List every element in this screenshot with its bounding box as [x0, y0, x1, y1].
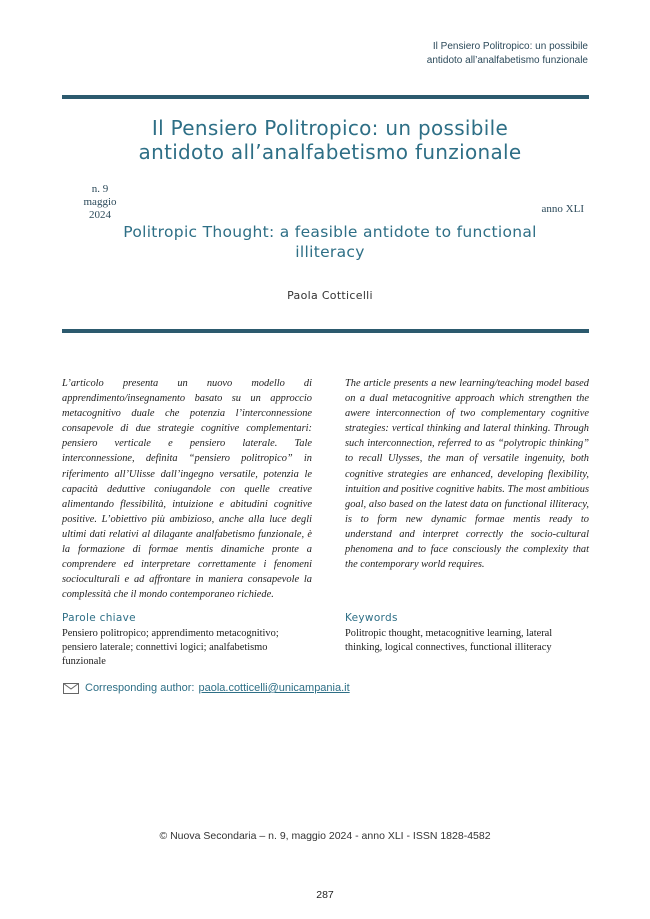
top-rule [62, 95, 589, 99]
corresponding-label: Corresponding author: [85, 682, 195, 694]
running-header-line-2: antidoto all’analfabetismo funzionale [426, 55, 588, 66]
page-number: 287 [316, 889, 334, 901]
issue-year: 2024 [89, 209, 111, 221]
issue-info [70, 183, 130, 222]
keywords-italian: Pensiero politropico; apprendimento metacognitivo; pensiero laterale; connettivi logici; analfabetismo funzionale [62, 628, 279, 667]
bottom-rule [62, 329, 589, 333]
abstract-italian: L’articolo presenta un nuovo modello di apprendimento/insegnamento basato su un approccio metacognitivo duale che potenzia l’interconnessione consapevole di due strategie cognitive complementari: pensiero verticale e pensiero laterale. Tale interconnessione, definita “pensiero politropico” in riferimento all’Ulisse dall’ingegno versatile, potenzia le capacità deduttive coniugandole con quelle creative alimentando flessibilità, intuizione e abitudini cognitive positive. L’obiettivo più ambizioso, anche alla luce degli ultimi dati relativi al dilagante analfabetismo funzionale, è la formazione di formae mentis dinamiche pronte a comprendere ed interpretare correttamente i fenomeni socioculturali e ad affrontare in maniera consapevole la complessità che il mondo contemporaneo richiede. [62, 378, 312, 601]
article-title-english: Politropic Thought: a feasible antidote to functional illiteracy [123, 223, 537, 261]
keywords-heading-italian: Parole chiave [62, 612, 136, 624]
author-name: Paola Cotticelli [287, 289, 373, 302]
page-footer: © Nuova Secondaria – n. 9, maggio 2024 - anno XLI - ISSN 1828-4582 [159, 830, 491, 842]
author-email-link[interactable]: paola.cotticelli@unicampania.it [198, 682, 350, 694]
issue-number: n. 9 [91, 183, 109, 195]
volume-label: anno XLI [541, 203, 584, 215]
keywords-heading-english: Keywords [345, 612, 398, 624]
article-title-italian: Il Pensiero Politropico: un possibile antidoto all’analfabetismo funzionale [138, 116, 522, 164]
envelope-icon [63, 683, 79, 694]
abstract-english: The article presents a new learning/teaching model based on a dual metacognitive approach which strengthen the awere interconnection of two complementary cognitive strategies: vertical thinking and lateral thinking. Through such interconnection, referred to as “polytropic thinking” to recall Ulysses, the man of versatile ingenuity, both cognitive strategies are enhanced, developing flexibility, intuition and positive cognitive habits. The most ambitious goal, also based on the latest data on functional illiteracy, is to form new dynamic formae mentis ready to understand and interpret correctly the socio-cultural phenomena and to face consciously the complexity that the contemporary world requires. [345, 378, 589, 571]
issue-month: maggio [83, 196, 117, 208]
running-header-line-1: Il Pensiero Politropico: un possibile [432, 41, 588, 52]
keywords-english: Politropic thought, metacognitive learning, lateral thinking, logical connectives, functional illiteracy [345, 628, 553, 653]
running-header [288, 40, 588, 68]
corresponding-author [63, 682, 350, 694]
